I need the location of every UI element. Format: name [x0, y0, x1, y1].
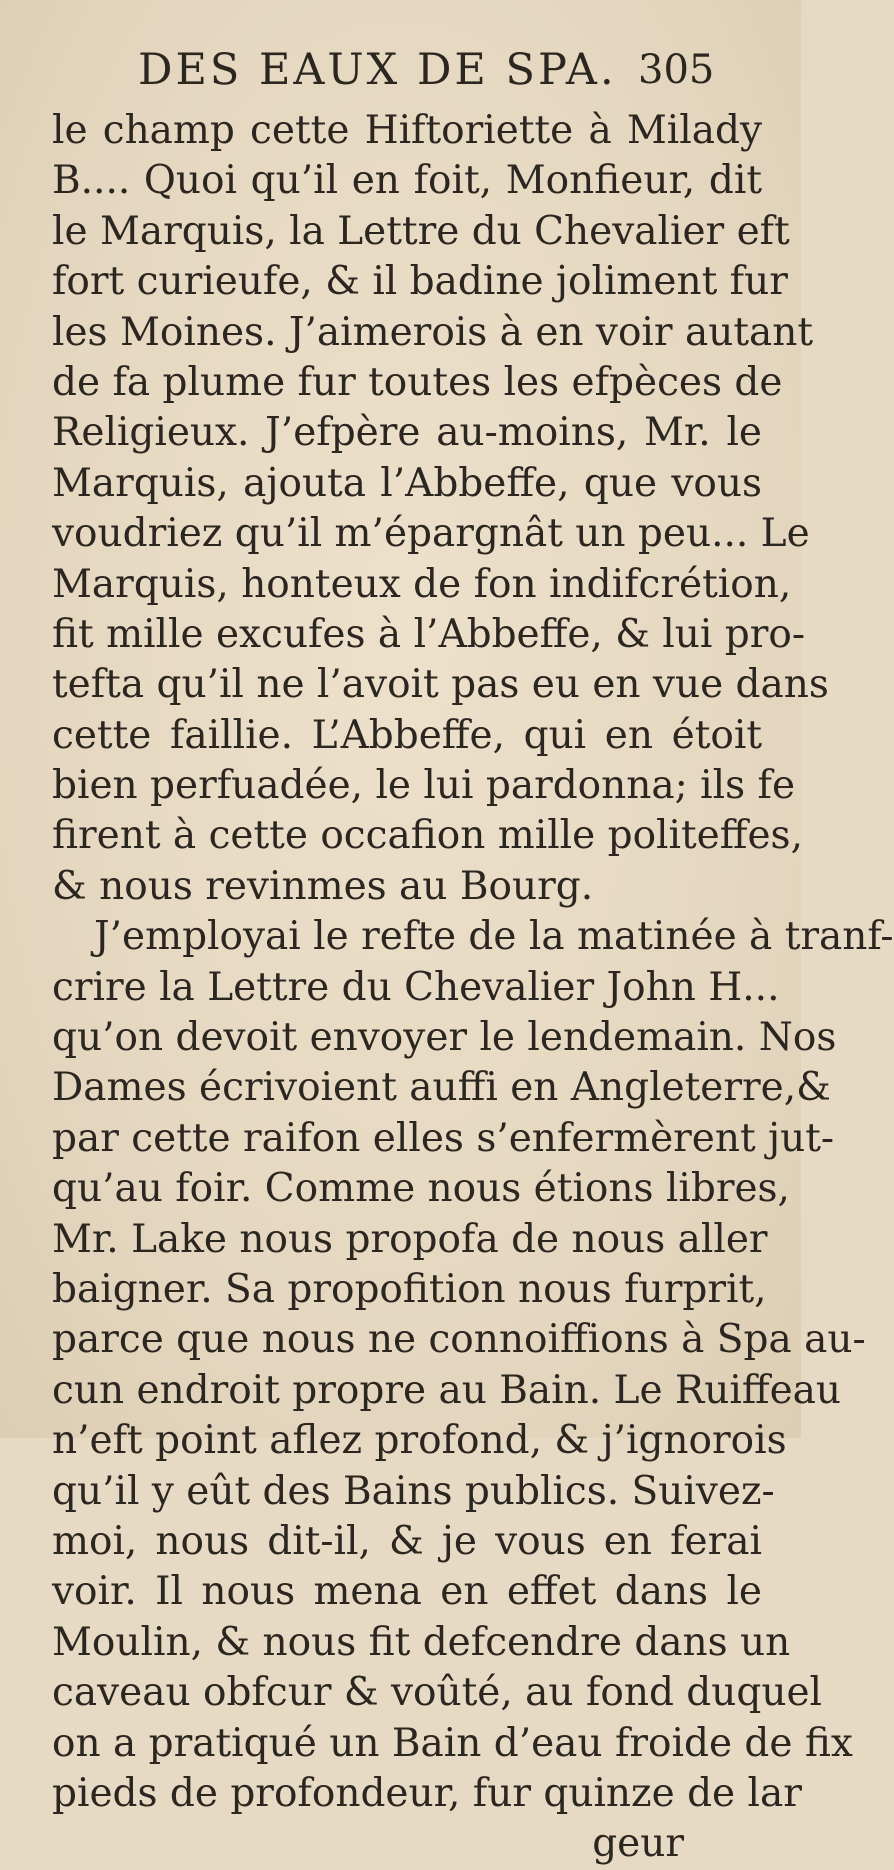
page-header: [0, 40, 801, 100]
text-line: Marquis, ajouta l’Abbeffe, que vous: [52, 460, 762, 506]
text-line: firent à cette occafion mille politeffes,: [52, 813, 803, 859]
text-line: n’eft point aflez profond, & j’ignorois: [52, 1418, 787, 1464]
text-line: fit mille excufes à l’Abbeffe, & lui pro-: [52, 611, 806, 657]
text-line: cun endroit propre au Bain. Le Ruiffeau: [52, 1367, 842, 1413]
text-line: qu’on devoit envoyer le lendemain. Nos: [52, 1015, 837, 1061]
text-line: qu’il y eût des Bains publics. Suivez-: [52, 1468, 775, 1514]
text-line: Mr. Lake nous propofa de nous aller: [52, 1216, 768, 1262]
text-line: le Marquis, la Lettre du Chevalier eft: [52, 208, 790, 254]
text-line: B.... Quoi qu’il en foit, Monfieur, dit: [52, 158, 762, 204]
text-line: par cette raifon elles s’enfermèrent jut-: [52, 1115, 835, 1161]
text-line: tefta qu’il ne l’avoit pas eu en vue dans: [52, 662, 829, 708]
text-line: parce que nous ne connoiffions à Spa au-: [52, 1317, 866, 1363]
text-line: moi, nous dit-il, & je vous en ferai: [52, 1518, 762, 1564]
text-line: le champ cette Hiftoriette à Milady: [52, 108, 762, 153]
text-line: Religieux. J’efpère au-moins, Mr. le: [52, 410, 762, 456]
text-line: de fa plume fur toutes les efpèces de: [52, 359, 783, 405]
body-text: [52, 106, 894, 1870]
text-line: pieds de profondeur, fur quinze de lar: [52, 1770, 802, 1816]
text-line: qu’au foir. Comme nous étions libres,: [52, 1166, 790, 1212]
text-line: bien perfuadée, le lui pardonna; ils fe: [52, 763, 796, 809]
text-line: crire la Lettre du Chevalier John H...: [52, 964, 780, 1010]
page-number: 305: [638, 47, 715, 93]
text-line: cette faillie. L’Abbeffe, qui en étoit: [52, 712, 762, 758]
text-line: on a pratiqué un Bain d’eau froide de fix: [52, 1720, 853, 1766]
paragraph-start-line: J’employai le refte de la matinée à tranf-: [94, 914, 894, 960]
text-line: Dames écrivoient auffi en Angleterre,&: [52, 1065, 831, 1111]
text-line: fort curieufe, & il badine joliment fur: [52, 259, 788, 305]
text-line: les Moines. J’aimerois à en voir autant: [52, 309, 814, 355]
text-line: caveau obfcur & voûté, au fond duquel: [52, 1670, 823, 1716]
running-head: DES EAUX DE SPA.: [138, 45, 617, 95]
text-line: Moulin, & nous fit defcendre dans un: [52, 1619, 791, 1665]
catchword: geur: [592, 1821, 684, 1867]
text-line: voir. Il nous mena en effet dans le: [52, 1569, 762, 1615]
paragraph-end-line: & nous revinmes au Bourg.: [52, 863, 594, 909]
text-line: Marquis, honteux de fon indifcrétion,: [52, 561, 792, 607]
text-line: voudriez qu’il m’épargnât un peu... Le: [52, 511, 810, 557]
text-line: baigner. Sa propofition nous furprit,: [52, 1266, 767, 1312]
